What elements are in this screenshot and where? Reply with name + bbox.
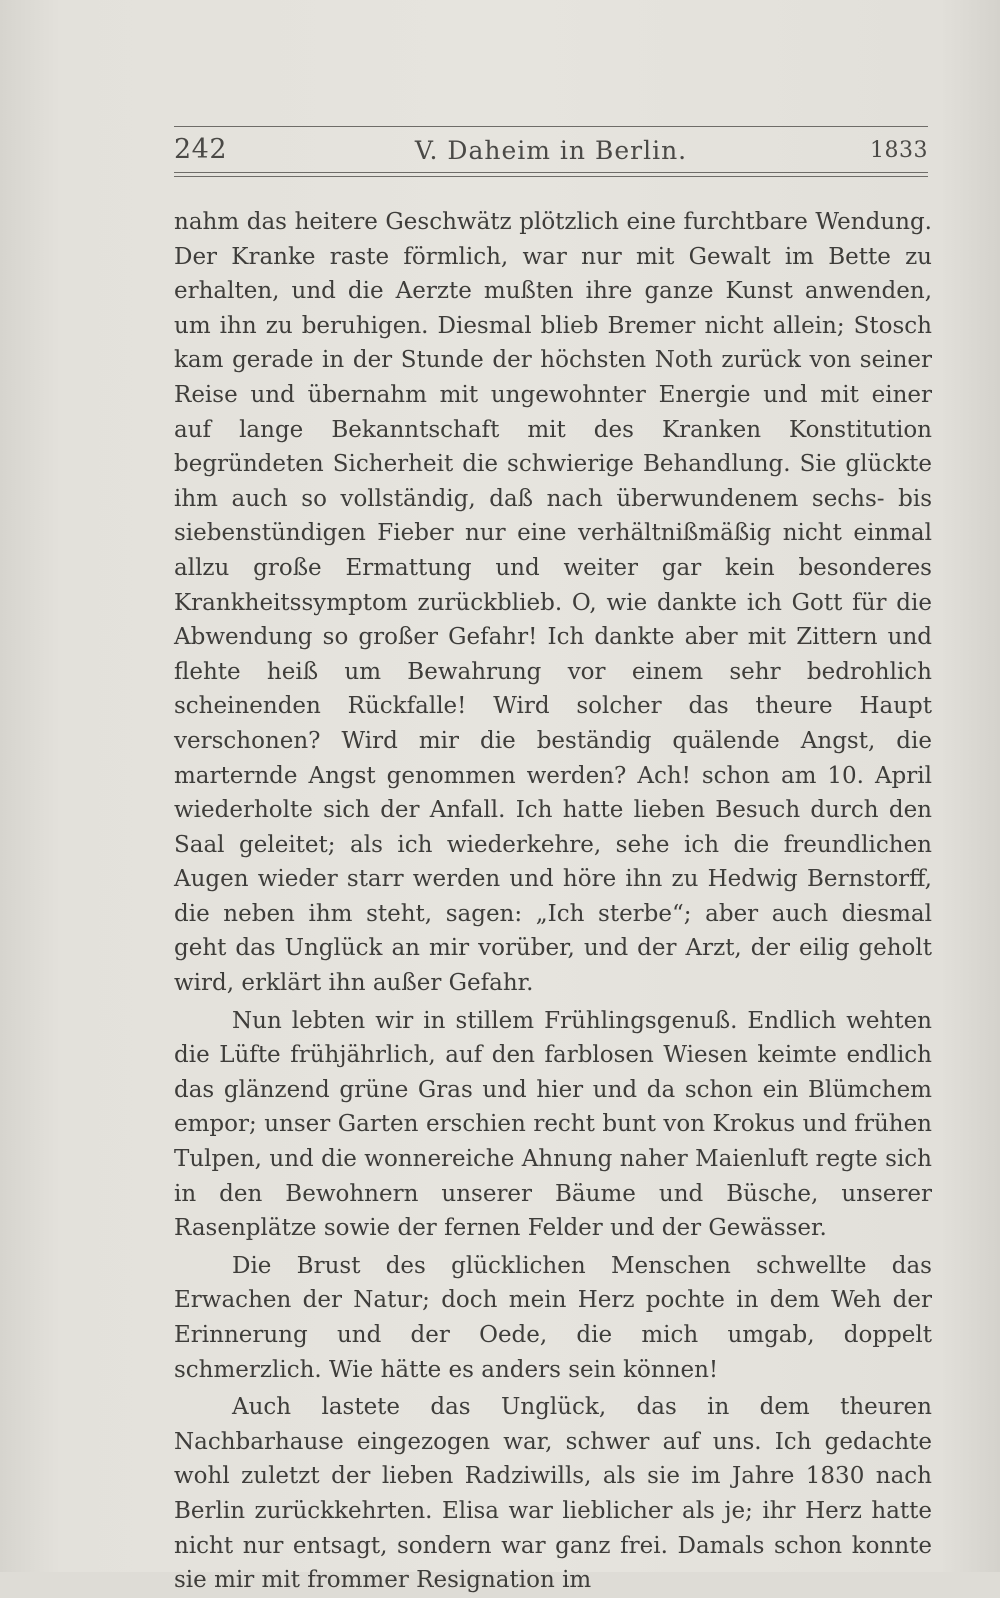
running-year: 1833 <box>870 138 928 163</box>
paragraph: nahm das heitere Geschwätz plötzlich eine furchtbare Wendung. Der Kranke raste förmlich, war nur mit Gewalt im Bette zu erhalten, und die Aerzte mußten ihre ganze Kunst anwenden, um ihn zu beruhigen. Diesmal blieb Bremer nicht allein; Stosch kam gerade in der Stunde der höchsten Noth zurück von seiner Reise und übernahm mit ungewohnter Energie und mit einer auf lange Bekanntschaft mit des Kranken Konstitution begründeten Sicherheit die schwierige Behandlung. Sie glückte ihm auch so vollständig, daß nach überwundenem sechs- bis siebenstündigen Fieber nur eine verhältnißmäßig nicht einmal allzu große Ermattung und weiter gar kein besonderes Krankheitssymptom zurückblieb. O, wie dankte ich Gott für die Abwendung so großer Gefahr! Ich dankte aber mit Zittern und flehte heiß um Bewahrung vor einem sehr bedrohlich scheinenden Rückfalle! Wird solcher das theure Haupt verschonen? Wird mir die beständig quälende Angst, die marternde Angst genommen werden? Ach! schon am 10. April wiederholte sich der Anfall. Ich hatte lieben Besuch durch den Saal geleitet; als ich wiederkehre, sehe ich die freundlichen Augen wieder starr werden und höre ihn zu Hedwig Bernstorff, die neben ihm steht, sagen: „Ich sterbe“; aber auch diesmal geht das Unglück an mir vorüber, und der Arzt, der eilig geholt wird, erklärt ihn außer Gefahr. <box>174 209 932 997</box>
running-header <box>174 130 928 172</box>
paragraph: Nun lebten wir in stillem Frühlingsgenuß. Endlich wehten die Lüfte frühjährlich, auf den farblosen Wiesen keimte endlich das glänzend grüne Gras und hier und da schon ein Blümchem empor; unser Garten erschien recht bunt von Krokus und frühen Tulpen, und die wonnereiche Ahnung naher Maienluft regte sich in den Bewohnern unserer Bäume und Büsche, unserer Rasenplätze sowie der fernen Felder und der Gewässer. <box>174 1007 932 1242</box>
paragraph: Die Brust des glücklichen Menschen schwellte das Erwachen der Natur; doch mein Herz pochte in dem Weh der Erinnerung und der Oede, die mich umgab, doppelt schmerzlich. Wie hätte es anders sein können! <box>174 1252 932 1383</box>
running-title: V. Daheim in Berlin. <box>414 136 688 165</box>
header-rule-top <box>174 126 928 127</box>
body-text <box>174 205 932 1598</box>
page-number: 242 <box>174 134 228 165</box>
paragraph: Auch lastete das Unglück, das in dem theuren Nachbarhause eingezogen war, schwer auf uns. Ich gedachte wohl zuletzt der lieben Radziwills, als sie im Jahre 1830 nach Berlin zurückkehrten. Elisa war lieblicher als je; ihr Herz hatte nicht nur entsagt, sondern war ganz frei. Damals schon konnte sie mir mit frommer Resignation im <box>174 1394 932 1594</box>
header-rule-bottom <box>174 172 928 177</box>
